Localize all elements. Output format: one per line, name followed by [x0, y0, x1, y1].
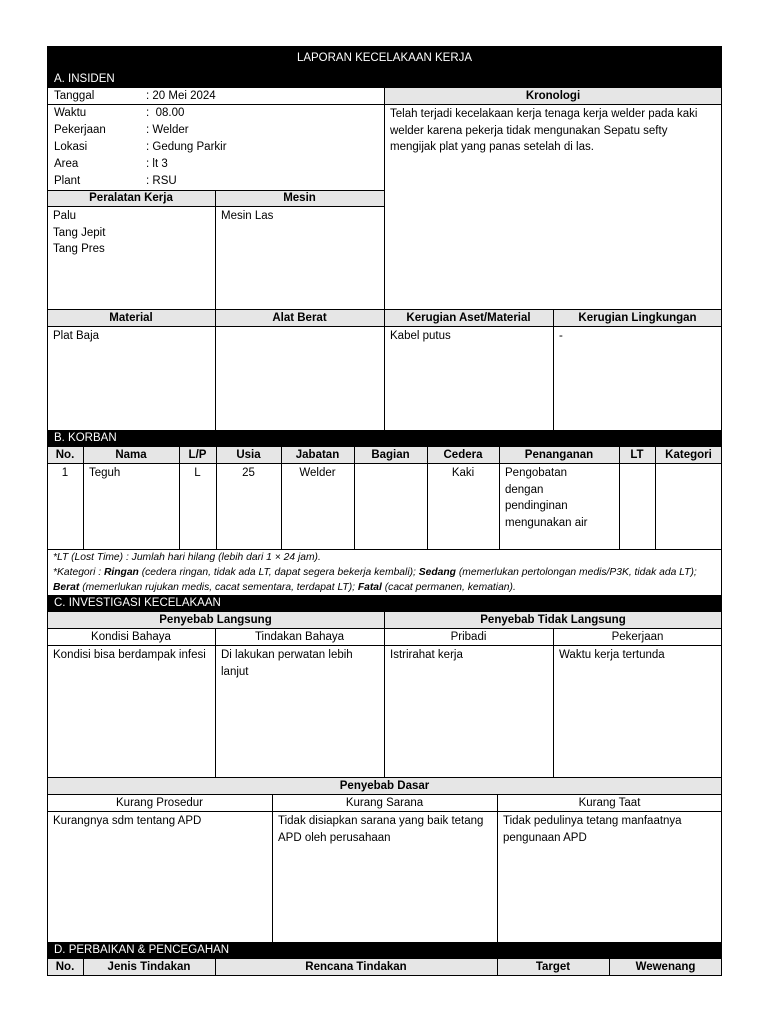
korban-row-bagian — [354, 464, 427, 550]
kurang-taat-text: Tidak pedulinya tetang manfaatnya pengunaan APD — [503, 815, 682, 844]
rule — [499, 447, 500, 550]
korban-col-kategori: Kategori — [655, 447, 722, 464]
korban-row-cedera: Kaki — [451, 467, 475, 479]
section-a-label: A. INSIDEN — [47, 70, 722, 88]
info-value-pekerjaan: : Welder — [146, 124, 189, 136]
perbaikan-col-rencana: Rencana Tindakan — [215, 959, 497, 976]
section-b-label: B. KORBAN — [47, 430, 722, 447]
kurang-prosedur-text: Kurangnya sdm tentang APD — [53, 815, 202, 827]
kerugian-lingkungan-text: - — [559, 330, 563, 342]
report-title: LAPORAN KECELAKAAN KERJA — [47, 46, 722, 70]
rule — [216, 447, 217, 550]
rule — [47, 549, 722, 550]
peralatan-kerja-header: Peralatan Kerja — [47, 190, 215, 207]
note-kategori-prefix: *Kategori : — [53, 567, 104, 578]
info-label-plant: Plant — [54, 175, 81, 187]
pribadi-header: Pribadi — [450, 631, 487, 643]
mesin-text: Mesin Las — [221, 210, 274, 222]
kondisi-bahaya-text: Kondisi bisa berdampak infesi — [53, 649, 206, 661]
rule — [272, 795, 273, 942]
info-value-waktu: : 08.00 — [146, 107, 185, 119]
info-label-tanggal: Tanggal — [54, 90, 95, 102]
rule — [215, 959, 216, 976]
rule — [47, 463, 722, 464]
note-ringan-desc: (cedera ringan, tidak ada LT, dapat segera bekerja kembali); — [138, 567, 419, 578]
mesin-header: Mesin — [215, 190, 384, 207]
korban-row-kategori — [655, 464, 722, 550]
perbaikan-col-target: Target — [497, 959, 609, 976]
section-c-label: C. INVESTIGASI KECELAKAAN — [47, 595, 722, 612]
alat-berat-header: Alat Berat — [215, 310, 384, 327]
border-left — [47, 46, 48, 976]
info-value-lokasi: : Gedung Parkir — [146, 141, 227, 153]
material-header: Material — [47, 310, 215, 327]
korban-col-lt: LT — [619, 447, 655, 464]
kerugian-aset-text: Kabel putus — [390, 330, 451, 342]
korban-row-no: 1 — [61, 467, 69, 479]
rule — [553, 310, 554, 430]
korban-row-usia: 25 — [242, 467, 255, 479]
alat-berat-text — [215, 327, 384, 430]
note-fatal-desc: (cacat permanen, kematian). — [381, 582, 516, 593]
kurang-sarana-text: Tidak disiapkan sarana yang baik tetang APD oleh perusahaan — [278, 815, 484, 844]
border-bottom — [47, 975, 722, 976]
korban-col-usia: Usia — [216, 447, 281, 464]
section-d-label: D. PERBAIKAN & PENCEGAHAN — [47, 942, 722, 959]
border-right — [721, 46, 722, 976]
note-sedang: Sedang — [418, 567, 456, 578]
korban-col-penanganan: Penanganan — [499, 447, 619, 464]
kerugian-aset-header: Kerugian Aset/Material — [384, 310, 553, 327]
rule — [553, 629, 554, 778]
kronologi-text: Telah terjadi kecelakaan kerja tenaga kerja welder pada kaki welder karena pekerja tidak mengunakan Sepatu sefty mengijak plat yang panas setelah di las. — [390, 108, 698, 153]
kerugian-lingkungan-header: Kerugian Lingkungan — [553, 310, 722, 327]
peralatan-kerja-text: Palu Tang Jepit Tang Pres — [53, 210, 106, 255]
rule — [179, 447, 180, 550]
rule — [83, 959, 84, 976]
rule — [384, 612, 385, 778]
pekerjaan-header: Pekerjaan — [611, 631, 664, 643]
info-label-waktu: Waktu — [54, 107, 87, 119]
note-berat: Berat — [53, 582, 80, 593]
korban-row-jabatan: Welder — [299, 467, 336, 479]
tindakan-bahaya-header: Tindakan Bahaya — [254, 631, 345, 643]
rule — [497, 959, 498, 976]
pribadi-text: Istrirahat kerja — [390, 649, 463, 661]
rule — [609, 959, 610, 976]
kurang-prosedur-header: Kurang Prosedur — [116, 797, 203, 809]
note-sedang-desc: (memerlukan pertolongan medis/P3K, tidak ada LT); — [455, 567, 697, 578]
rule — [497, 795, 498, 942]
korban-col-bagian: Bagian — [354, 447, 427, 464]
korban-col-lp: L/P — [179, 447, 216, 464]
korban-row-penanganan: Pengobatan dengan pendinginan mengunakan air — [505, 467, 588, 529]
penyebab-tidak-langsung-header: Penyebab Tidak Langsung — [384, 612, 722, 629]
info-label-pekerjaan: Pekerjaan — [54, 124, 106, 136]
info-label-lokasi: Lokasi — [54, 141, 88, 153]
note-kategori — [47, 565, 719, 595]
kondisi-bahaya-header: Kondisi Bahaya — [91, 631, 171, 643]
note-berat-desc: (memerlukan rujukan medis, cacat sementara, terdapat LT); — [79, 582, 358, 593]
rule — [47, 794, 722, 795]
note-fatal: Fatal — [357, 582, 382, 593]
rule — [427, 447, 428, 550]
kurang-sarana-header: Kurang Sarana — [345, 797, 424, 809]
korban-row-nama: Teguh — [89, 467, 121, 479]
perbaikan-col-no: No. — [47, 959, 83, 976]
pekerjaan-text: Waktu kerja tertunda — [559, 649, 665, 661]
korban-col-jabatan: Jabatan — [281, 447, 354, 464]
penyebab-dasar-header: Penyebab Dasar — [47, 778, 722, 795]
rule — [619, 447, 620, 550]
info-value-plant: : RSU — [146, 175, 177, 187]
rule — [384, 88, 385, 430]
rule — [83, 447, 84, 550]
korban-row-lp: L — [194, 467, 201, 479]
perbaikan-col-wewenang: Wewenang — [609, 959, 722, 976]
korban-col-cedera: Cedera — [427, 447, 499, 464]
rule — [215, 190, 216, 430]
korban-col-no: No. — [47, 447, 83, 464]
rule — [215, 629, 216, 778]
material-text: Plat Baja — [53, 330, 100, 342]
kronologi-header: Kronologi — [384, 88, 722, 105]
korban-col-nama: Nama — [83, 447, 179, 464]
perbaikan-col-jenis: Jenis Tindakan — [83, 959, 215, 976]
note-lost-time: *LT (Lost Time) : Jumlah hari hilang (lebih dari 1 × 24 jam). — [53, 552, 321, 563]
korban-row-lt — [619, 464, 655, 550]
rule — [655, 447, 656, 550]
rule — [47, 811, 722, 812]
info-label-area: Area — [54, 158, 79, 170]
penyebab-langsung-header: Penyebab Langsung — [47, 612, 384, 629]
kurang-taat-header: Kurang Taat — [578, 797, 641, 809]
tindakan-bahaya-text: Di lakukan perwatan lebih lanjut — [221, 649, 353, 678]
info-value-tanggal: : 20 Mei 2024 — [146, 90, 216, 102]
note-ringan: Ringan — [103, 567, 139, 578]
rule — [354, 447, 355, 550]
rule — [281, 447, 282, 550]
accident-report-form — [47, 46, 722, 976]
info-value-area: : lt 3 — [146, 158, 168, 170]
